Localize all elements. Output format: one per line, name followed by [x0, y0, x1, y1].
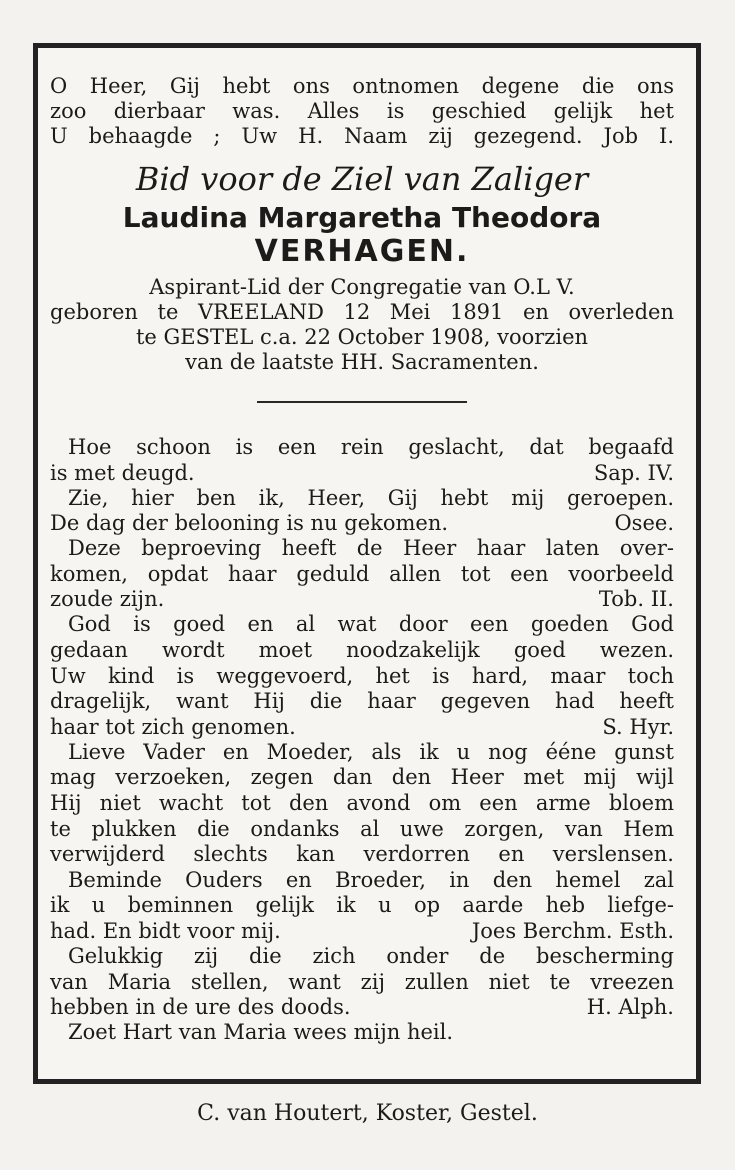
quote-line: Gelukkig zij die zich onder de bescherming: [68, 943, 674, 968]
quote-text: zoude zijn.: [50, 587, 165, 612]
quote-source: Osee.: [614, 511, 674, 536]
quote-text: De dag der belooning is nu gekomen.: [50, 511, 449, 536]
quote: [50, 612, 674, 739]
quote-text: hebben in de ure des doods.: [50, 995, 351, 1020]
printer-credit: C. van Houtert, Koster, Gestel.: [197, 1101, 538, 1126]
quote: [50, 536, 674, 612]
biographical-details: [50, 275, 674, 375]
quote-line: dragelijk, want Hij die haar gegeven had heeft: [50, 689, 674, 714]
quote-source: Joes Berchm. Esth.: [471, 918, 674, 943]
quote-line: komen, opdat haar geduld allen tot een voorbeeld: [50, 561, 674, 586]
quote-line: te plukken die ondanks al uwe zorgen, van Hem: [50, 816, 674, 841]
quote-last-line: [50, 715, 674, 740]
opening-verse: [50, 74, 674, 149]
deceased-given-names: Laudina Margaretha Theodora: [122, 201, 602, 234]
quote-line: God is goed en al wat door een goeden God: [68, 612, 674, 637]
quote-last-line: [50, 995, 674, 1020]
quote: [50, 868, 674, 944]
quote-last-line: [50, 587, 674, 612]
detail-line: geboren te VREELAND 12 Mei 1891 en overleden: [50, 300, 674, 324]
quote: [50, 740, 674, 868]
quote-source: Tob. II.: [598, 587, 674, 612]
quote: [50, 486, 674, 537]
memorial-card-text: [50, 74, 674, 1046]
detail-line: te GESTEL c.a. 22 October 1908, voorzien: [135, 325, 589, 349]
opening-line: U behaagde ; Uw H. Naam zij gezegend. Job I.: [50, 124, 674, 148]
quote-last-line: [50, 511, 674, 536]
quote-line: Hij niet wacht tot den avond om een arme bloem: [50, 790, 674, 815]
quote-text: had. En bidt voor mij.: [50, 918, 281, 943]
quote-line: Zoet Hart van Maria wees mijn heil.: [68, 1020, 454, 1045]
quote-line: Lieve Vader en Moeder, als ik u nog ééne gunst: [68, 739, 674, 764]
quotes-section: [50, 435, 674, 1046]
quote-source: Sap. IV.: [593, 460, 674, 485]
quote: [50, 944, 674, 1020]
quote-text: is met deugd.: [50, 460, 195, 485]
opening-line: zoo dierbaar was. Alles is geschied gelijk het: [50, 99, 674, 123]
quote-line: Deze beproeving heeft de Heer haar laten over-: [68, 536, 674, 561]
quote-line: Uw kind is weggevoerd, het is hard, maar toch: [50, 663, 674, 688]
quote-line: van Maria stellen, want zij zullen niet te vreezen: [50, 969, 674, 994]
quote-line: Beminde Ouders en Broeder, in den hemel zal: [68, 867, 674, 892]
quote-line: verwijderd slechts kan verdorren en verslensen.: [50, 842, 674, 867]
quote-line: gedaan wordt moet noodzakelijk goed wezen.: [50, 637, 674, 662]
quote-text: haar tot zich genomen.: [50, 714, 296, 739]
quote-line: ik u beminnen gelijk ik u op aarde heb liefge-: [50, 893, 674, 918]
quote-source: H. Alph.: [586, 995, 674, 1020]
quote-line: Zie, hier ben ik, Heer, Gij hebt mij geroepen.: [68, 485, 674, 510]
deceased-surname: VERHAGEN.: [254, 234, 470, 269]
detail-line: van de laatste HH. Sacramenten.: [185, 350, 539, 374]
detail-line: Aspirant-Lid der Congregatie van O.L V.: [149, 275, 575, 299]
quote-last-line: [50, 461, 674, 486]
quote-last-line: [50, 919, 674, 944]
quote: [50, 435, 674, 486]
prayer-heading: Bid voor de Ziel van Zaliger: [135, 160, 589, 198]
quote-line: Hoe schoon is een rein geslacht, dat begaafd: [68, 435, 674, 459]
section-divider: [257, 401, 467, 403]
quote: [50, 1020, 674, 1046]
quote-line: mag verzoeken, zegen dan den Heer met mij wijl: [50, 765, 674, 790]
quote-source: S. Hyr.: [602, 714, 674, 739]
opening-line: O Heer, Gij hebt ons ontnomen degene die ons: [50, 74, 674, 98]
